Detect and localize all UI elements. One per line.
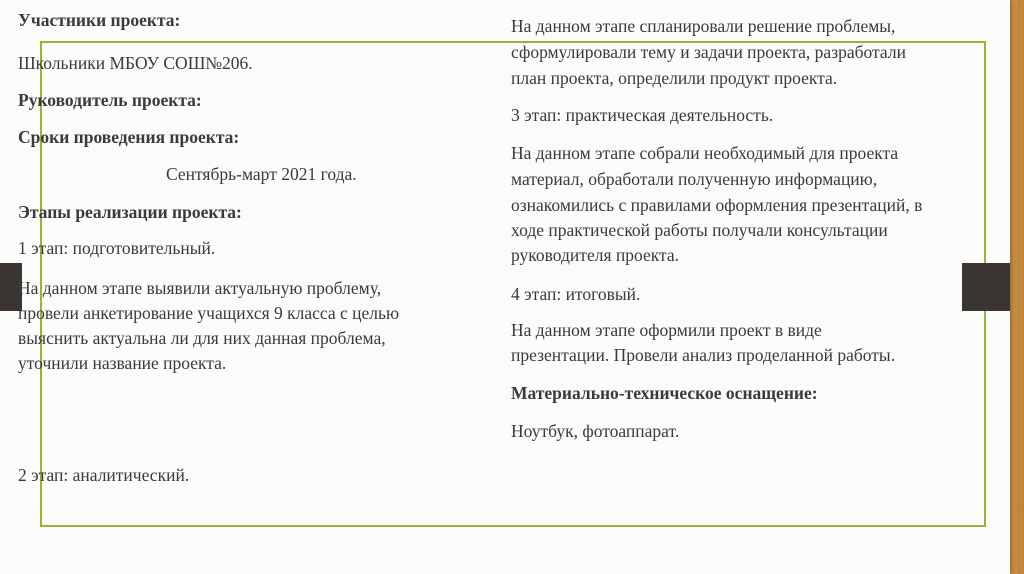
equipment-value: Ноутбук, фотоаппарат. [511,421,680,441]
stage3-text-line: руководителя проекта. [511,245,679,265]
stage3-text-line: ходе практической работы получали консультации [511,220,888,240]
stage4-text-line: презентации. Провели анализ проделанной работы. [511,345,896,365]
stage1-text-line: выяснить актуальна ли для них данная проблема, [18,328,386,348]
stage2-title: 2 этап: аналитический. [18,465,190,485]
stage4-title: 4 этап: итоговый. [511,284,641,304]
stage1-text-line: провели анкетирование учащихся 9 класса с целью [18,303,400,323]
terms-value: Сентябрь-март 2021 года. [166,164,357,184]
right-edge-tab [962,263,1010,311]
stages-heading: Этапы реализации проекта: [18,202,242,222]
terms-heading: Сроки проведения проекта: [18,127,240,147]
stage1-title: 1 этап: подготовительный. [18,238,216,258]
stage2-text-line: сформулировали тему и задачи проекта, разработали [511,42,906,62]
stage1-text-line: уточнили название проекта. [18,353,227,373]
stage3-title: 3 этап: практическая деятельность. [511,105,774,125]
stage2-text-line: план проекта, определили продукт проекта. [511,68,838,88]
leader-heading: Руководитель проекта: [18,90,202,110]
participants-value: Школьники МБОУ СОШ№206. [18,53,253,73]
participants-heading: Участники проекта: [18,10,181,30]
stage3-text-line: материал, обработали полученную информацию, [511,169,878,189]
stage1-text-line: На данном этапе выявили актуальную проблему, [18,278,382,298]
equipment-heading: Материально-техническое оснащение: [511,383,818,403]
stage3-text-line: На данном этапе собрали необходимый для проекта [511,143,899,163]
stage2-text-line: На данном этапе спланировали решение проблемы, [511,16,896,36]
stage3-text-line: ознакомились с правилами оформления презентаций, в [511,195,923,215]
stage4-text-line: На данном этапе оформили проект в виде [511,320,822,340]
